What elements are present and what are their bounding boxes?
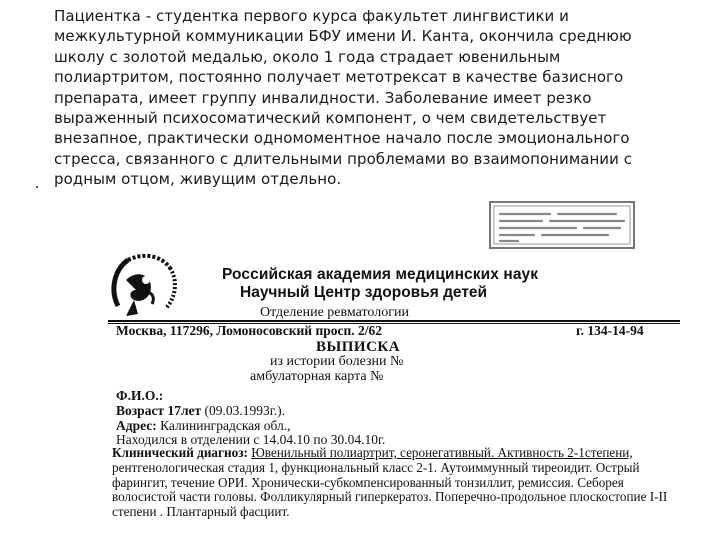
address-value: Калининградская обл., [160,418,291,433]
address-label: Адрес: [116,418,157,433]
org-name-line2: Научный Центр здоровья детей [240,284,488,301]
department: Отделение ревматологии [260,305,409,320]
diagnosis-label: Клинический диагноз: [112,446,248,460]
intro-line: выраженный психосоматический компонент, о чем свидетельствует [54,109,607,128]
discharge-summary [0,250,720,540]
diagnosis-line1 [112,446,682,461]
diagnosis-line2: рентгенологическая стадия 1, функциональный класс 2-1. Аутоиммунный тиреоидит. Острый [112,460,640,475]
age-field [116,403,285,419]
org-address: Москва, 117296, Ломоносовский просп. 2/62 [116,323,383,338]
age-label: Возраст [116,403,165,418]
intro-line: внезапное, практически одномоментное начало после эмоционального [54,129,630,148]
child-health-logo-icon [104,250,184,330]
intro-line: родным отцом, живущим отдельно. [54,170,342,189]
outpatient-card-number: амбулаторная карта № [250,369,384,384]
intro-line: школу с золотой медалью, около 1 года страдает ювенильным [54,47,561,66]
fio-label: Ф.И.О.: [116,388,164,403]
fio-field [116,388,163,404]
intro-paragraph [54,6,664,190]
intro-line: межкультурной коммуникации БФУ имени И. Канта, окончила среднюю [54,27,632,46]
intro-line: полиартритом, постоянно получает метотрексат в качестве базисного [54,68,624,87]
diagnosis-line1-text: Ювенильный полиартрит, серонегативный. Активность 2-1степени, [251,446,633,460]
intro-line: Пациентка - студентка первого курса факультет лингвистики и [54,7,569,25]
header-rule [108,320,680,322]
org-name-line1: Российская академия медицинских наук [222,266,539,283]
diagnosis-line3: фарингит, течение ОРИ. Хронически-субкомпенсированный тонзиллит, ремиссия. Себорея [112,475,624,490]
document-title: ВЫПИСКА [316,339,401,355]
stay-period: Находился в отделении с 14.04.10 по 30.04.10г. [116,432,386,447]
office-stamp-icon [488,200,636,250]
diagnosis-line4: волосистой части головы. Фолликулярный гиперкератоз. Поперечно-продольное плоскостопие I-II [112,490,668,505]
diagnosis-line5: степени . Плантарный фасциит. [112,505,290,520]
clinical-diagnosis [112,446,682,520]
age-value: 17лет [167,403,202,418]
intro-line: стресса, связанного с длительными проблемами во взаимопонимании с [54,149,633,168]
history-number: из истории болезни № [270,354,404,369]
scan-speck [36,186,38,188]
org-phone: г. 134-14-94 [576,323,644,338]
intro-line: препарата, имеет группу инвалидности. Заболевание имеет резко [54,88,592,107]
birth-date: (09.03.1993г.). [204,403,286,418]
